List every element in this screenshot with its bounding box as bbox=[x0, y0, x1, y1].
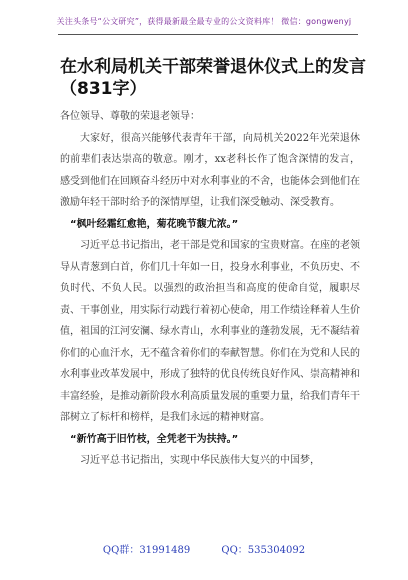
footer-qq-group: QQ群：31991489 bbox=[102, 545, 191, 556]
footer bbox=[0, 541, 408, 556]
salutation: 各位领导、尊敬的荣退老领导： bbox=[60, 111, 200, 122]
quote-heading: “枫叶经霜红愈艳，菊花晚节馥尤浓。” bbox=[70, 218, 239, 230]
footer-qq: QQ：535304092 bbox=[221, 545, 306, 556]
quote-heading: “新竹高于旧竹枝，全凭老干为扶持。” bbox=[70, 433, 239, 445]
document-body bbox=[60, 106, 360, 472]
document-title: 在水利局机关干部荣誉退休仪式上的发言（831字） bbox=[60, 57, 366, 99]
paragraph: 大家好，很高兴能够代表青年干部，向局机关2022年光荣退休的前辈们表达崇高的敬意。刚才，xx老科长作了饱含深情的发言，感受到他们在回顾奋斗经历中对水利事业的不舍，也能体会到他们在激励年轻干部时给予的深情厚望，让我们深受触动、深受教育。 bbox=[60, 132, 360, 208]
paragraph: 习近平总书记指出，实现中华民族伟大复兴的中国梦， bbox=[80, 455, 320, 466]
header-banner: 关注头条号“公文研究”，获得最新最全最专业的公文资料库！ 微信：gongwenyj bbox=[56, 17, 352, 26]
paragraph: 习近平总书记指出，老干部是党和国家的宝贵财富。在座的老领导从青葱到白首，你们几十年如一日，投身水利事业，不负历史、不负时代、不负人民。以强烈的政治担当和高度的使命自觉，履职尽责、干事创业，用实际行动践行着初心使命，用工作绩诠释着人生价值，祖国的江河安澜、绿水青山，水利事业的蓬勃发展，无不凝结着你们的心血汗水，无不蕴含着你们的奉献智慧。你们在为党和人民的水利事业改革发展中，形成了独特的优良传统良好作风、崇高精神和丰富经验，是推动新阶段水利高质量发展的重要力量，给我们青年干部树立了标杆和榜样，是我们永远的精神财富。 bbox=[60, 240, 360, 423]
header-divider bbox=[58, 34, 358, 35]
